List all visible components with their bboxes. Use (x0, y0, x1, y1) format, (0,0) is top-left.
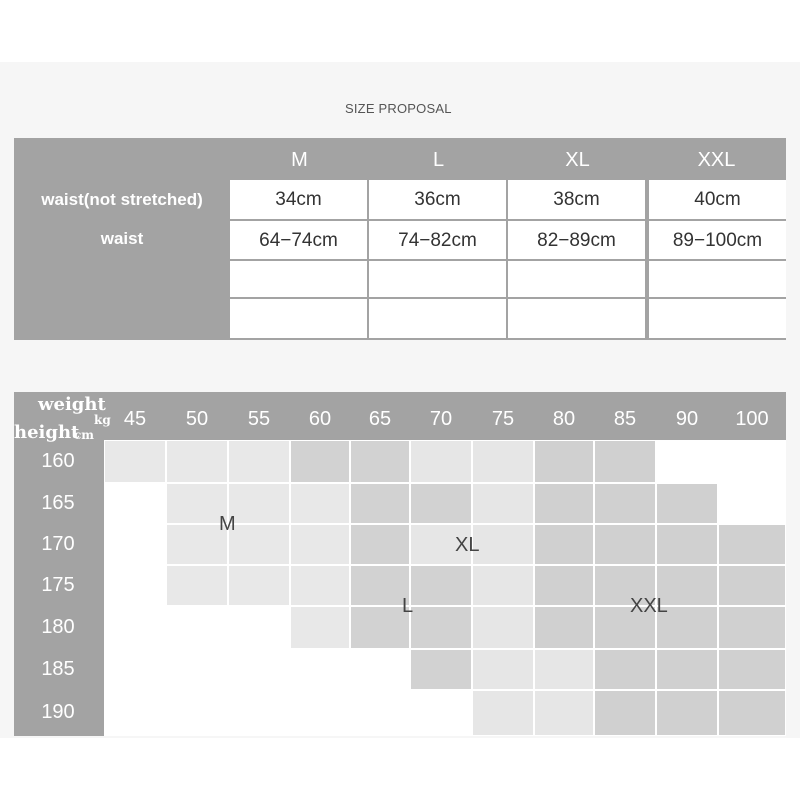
size-header-m: M (291, 149, 308, 171)
grid-cell (290, 649, 350, 690)
height-tick-label: 185 (41, 657, 75, 680)
size-table (14, 138, 786, 340)
grid-cell (290, 524, 350, 565)
height-tick-label: 160 (41, 449, 75, 472)
zone-label-l: L (402, 595, 414, 617)
cell-blank (230, 299, 367, 338)
grid-cell (472, 440, 534, 483)
grid-cell (718, 606, 786, 649)
grid-cell (104, 440, 166, 483)
grid-cell (472, 606, 534, 649)
grid-cell (104, 606, 166, 649)
zone-label-m: M (219, 513, 236, 535)
height-axis-label: height (14, 422, 80, 443)
grid-cell (104, 483, 166, 524)
grid-cell (290, 565, 350, 606)
grid-cell (166, 440, 228, 483)
grid-cell (350, 483, 410, 524)
size-header-l: L (432, 149, 445, 171)
height-tick-label: 175 (41, 573, 75, 596)
grid-cell (290, 690, 350, 736)
grid-cell (534, 440, 594, 483)
grid-cell (350, 649, 410, 690)
cell-blank (369, 261, 506, 297)
grid-cell (290, 483, 350, 524)
weight-tick-label: 65 (368, 408, 392, 430)
grid-cell (166, 690, 228, 736)
weight-tick-label: 80 (552, 408, 576, 430)
weight-tick-label: 70 (429, 408, 453, 430)
weight-tick-label: 55 (247, 408, 271, 430)
grid-cell (656, 690, 718, 736)
weight-tick-label: 100 (735, 408, 769, 430)
grid-cell (656, 524, 718, 565)
grid-cell (104, 649, 166, 690)
grid-cell (656, 483, 718, 524)
cell-waist-l: 74−82cm (369, 221, 506, 259)
grid-cell (472, 483, 534, 524)
grid-cell (656, 440, 718, 483)
grid-cell (410, 690, 472, 736)
grid-cell (410, 440, 472, 483)
grid-cell (656, 649, 718, 690)
grid-cell (718, 690, 786, 736)
grid-cell (228, 649, 290, 690)
grid-cell (472, 690, 534, 736)
grid-cell (104, 524, 166, 565)
cell-blank (369, 299, 506, 338)
cell-waist-ns-m: 34cm (230, 180, 367, 219)
grid-cell (350, 606, 410, 649)
grid-cell (718, 440, 786, 483)
grid-cell (410, 649, 472, 690)
grid-cell (228, 565, 290, 606)
grid-cell (166, 565, 228, 606)
height-unit-label: cm (74, 428, 95, 442)
grid-cell (534, 649, 594, 690)
grid-cell (534, 606, 594, 649)
grid-cell (228, 483, 290, 524)
weight-tick-label: 75 (491, 408, 515, 430)
height-header-band (14, 392, 104, 736)
grid-cell (594, 483, 656, 524)
grid-cell (104, 690, 166, 736)
cell-waist-ns-l: 36cm (369, 180, 506, 219)
weight-tick-label: 45 (123, 408, 147, 430)
size-header-xxl: XXL (697, 149, 736, 171)
grid-cell (228, 690, 290, 736)
cell-blank (649, 299, 786, 338)
grid-cell (718, 524, 786, 565)
cell-waist-m: 64−74cm (230, 221, 367, 259)
grid-cell (350, 524, 410, 565)
cell-waist-xxl: 89−100cm (649, 221, 786, 259)
height-tick-label: 170 (41, 532, 75, 555)
grid-cell (718, 483, 786, 524)
height-tick-label: 165 (41, 491, 75, 514)
cell-waist-xl: 82−89cm (508, 221, 645, 259)
grid-cell (228, 524, 290, 565)
grid-cell (472, 649, 534, 690)
cell-waist-ns-xxl: 40cm (649, 180, 786, 219)
cell-blank (230, 261, 367, 297)
grid-cell (228, 606, 290, 649)
grid-cell (594, 524, 656, 565)
grid-cell (472, 565, 534, 606)
grid-cell (104, 565, 166, 606)
grid-cell (166, 649, 228, 690)
grid-cell (350, 440, 410, 483)
grid-cell (534, 524, 594, 565)
weight-axis-label: weight (38, 394, 106, 415)
cell-waist-ns-xl: 38cm (508, 180, 645, 219)
grid-cell (718, 649, 786, 690)
grid-cell (534, 483, 594, 524)
grid-cell (534, 565, 594, 606)
cell-blank (649, 261, 786, 297)
zone-label-xxl: XXL (630, 595, 668, 617)
weight-unit-label: kg (94, 413, 111, 427)
grid-cell (228, 440, 290, 483)
weight-tick-label: 90 (675, 408, 699, 430)
cell-blank (508, 299, 645, 338)
grid-cell (472, 524, 534, 565)
grid-cell (410, 483, 472, 524)
cell-blank (508, 261, 645, 297)
grid-cell (290, 440, 350, 483)
grid-cell (410, 565, 472, 606)
row-label-waist: waist (100, 229, 144, 248)
grid-cell (290, 606, 350, 649)
grid-cell (534, 690, 594, 736)
grid-cell (350, 690, 410, 736)
height-tick-label: 190 (41, 701, 75, 723)
grid-cell (594, 690, 656, 736)
zone-label-xl: XL (455, 534, 480, 556)
grid-cell (718, 565, 786, 606)
weight-tick-label: 85 (613, 408, 637, 430)
row-label-waist-not-stretched: waist(not stretched) (41, 190, 203, 209)
grid-cell (594, 649, 656, 690)
grid-cell (410, 606, 472, 649)
grid-cell (166, 606, 228, 649)
page-title: SIZE PROPOSAL (345, 101, 452, 116)
weight-tick-label: 50 (185, 408, 209, 430)
grid-cell (350, 565, 410, 606)
height-tick-label: 180 (41, 615, 75, 638)
grid-cell (594, 440, 656, 483)
weight-tick-label: 60 (308, 408, 332, 430)
size-header-xl: XL (565, 149, 590, 171)
